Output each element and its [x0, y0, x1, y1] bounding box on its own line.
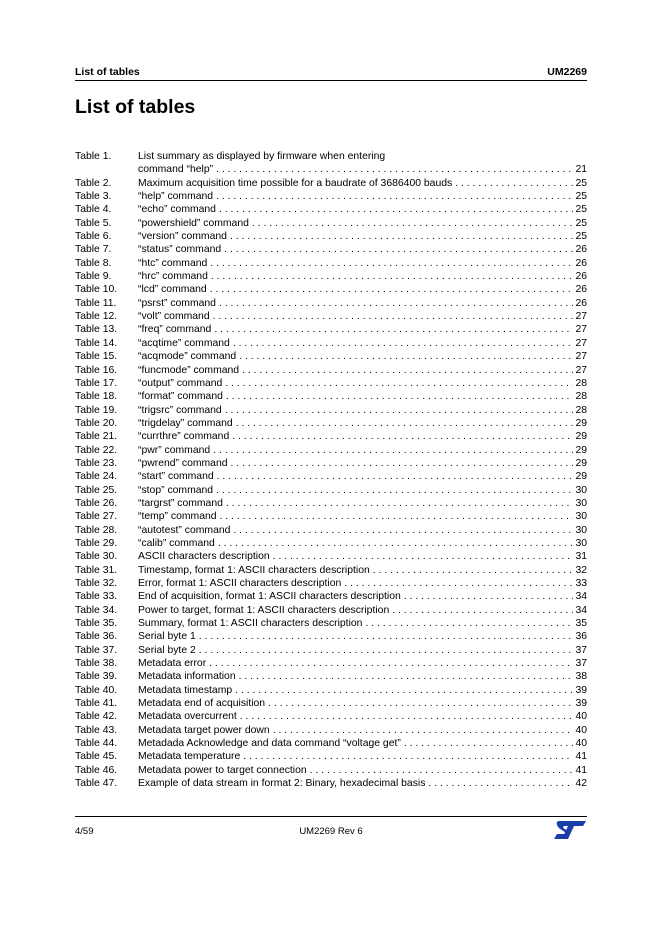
- page-number: 4/59: [75, 826, 94, 837]
- dot-leader: [236, 417, 574, 430]
- table-number: Table 30.: [75, 551, 118, 563]
- dot-leader: [226, 390, 574, 403]
- table-caption: Metadata overcurrent: [138, 710, 240, 723]
- dot-leader: [210, 283, 574, 296]
- table-caption: “funcmode” command: [138, 364, 242, 377]
- footer-rule: [75, 816, 587, 817]
- table-caption: “format” command: [138, 390, 226, 403]
- table-caption: “targrst” command: [138, 497, 226, 510]
- table-page-number: 27: [575, 337, 587, 349]
- table-number: Table 31.: [75, 564, 118, 576]
- table-caption: “trigdelay” command: [138, 417, 236, 430]
- table-page-number: 26: [575, 284, 587, 296]
- table-number: Table 24.: [75, 471, 118, 483]
- table-entry[interactable]: [75, 644, 587, 657]
- dot-leader: [428, 777, 573, 790]
- table-entry[interactable]: [75, 537, 587, 550]
- table-page-number: 26: [575, 244, 587, 256]
- table-caption: Metadada Acknowledge and data command “voltage get”: [138, 737, 404, 750]
- table-caption: “volt” command: [138, 310, 213, 323]
- dot-leader: [231, 457, 574, 470]
- table-number: Table 5.: [75, 217, 112, 229]
- table-entry[interactable]: [75, 577, 587, 590]
- dot-leader: [404, 590, 574, 603]
- table-caption: Serial byte 1: [138, 630, 199, 643]
- table-caption: “freq” command: [138, 323, 214, 336]
- table-caption: “acqtime” command: [138, 337, 233, 350]
- dot-leader: [240, 710, 574, 723]
- table-number: Table 4.: [75, 204, 112, 216]
- table-entry[interactable]: [75, 710, 587, 723]
- table-entry[interactable]: [75, 377, 587, 390]
- dot-leader: [199, 644, 574, 657]
- table-page-number: 28: [575, 404, 587, 416]
- table-page-number: 25: [575, 177, 587, 189]
- dot-leader: [216, 163, 573, 176]
- table-caption: Metadata information: [138, 670, 239, 683]
- table-page-number: 34: [575, 604, 587, 616]
- table-number: Table 28.: [75, 524, 118, 536]
- table-caption: “start” command: [138, 470, 217, 483]
- table-caption: “version” command: [138, 230, 230, 243]
- dot-leader: [365, 617, 573, 630]
- table-number: Table 44.: [75, 738, 118, 750]
- dot-leader: [209, 657, 573, 670]
- table-number: Table 35.: [75, 618, 118, 630]
- table-number: Table 9.: [75, 271, 112, 283]
- dot-leader: [252, 217, 574, 230]
- table-caption: “calib” command: [138, 537, 218, 550]
- table-entry[interactable]: [75, 630, 587, 643]
- table-number: Table 1.: [75, 151, 112, 162]
- table-number: Table 21.: [75, 431, 118, 443]
- table-entry[interactable]: [75, 444, 587, 457]
- table-entry[interactable]: [75, 497, 587, 510]
- table-caption: “help” command: [138, 190, 216, 203]
- table-caption: Summary, format 1: ASCII characters description: [138, 617, 365, 630]
- page-title: List of tables: [75, 96, 196, 118]
- dot-leader: [233, 337, 574, 350]
- table-number: Table 17.: [75, 377, 118, 389]
- table-number: Table 45.: [75, 751, 118, 763]
- table-entry[interactable]: [75, 310, 587, 323]
- table-number: Table 2.: [75, 177, 112, 189]
- table-page-number: 30: [575, 484, 587, 496]
- table-page-number: 25: [575, 217, 587, 229]
- table-caption: Metadata power to target connection: [138, 764, 310, 777]
- table-entry[interactable]: [75, 283, 587, 296]
- header-doc-id: UM2269: [547, 66, 587, 78]
- table-caption: Error, format 1: ASCII characters description: [138, 577, 344, 590]
- dot-leader: [214, 323, 573, 336]
- dot-leader: [211, 270, 574, 283]
- table-page-number: 31: [575, 551, 587, 563]
- table-caption: “stop” command: [138, 484, 216, 497]
- table-number: Table 11.: [75, 297, 117, 309]
- table-entry[interactable]: [75, 230, 587, 243]
- table-entry[interactable]: [75, 524, 587, 537]
- table-number: Table 43.: [75, 724, 118, 736]
- table-number: Table 12.: [75, 311, 118, 323]
- table-page-number: 34: [575, 591, 587, 603]
- table-entry-continuation[interactable]: [75, 163, 587, 176]
- dot-leader: [310, 764, 574, 777]
- table-caption: “echo” command: [138, 203, 219, 216]
- dot-leader: [232, 430, 573, 443]
- dot-leader: [243, 750, 573, 763]
- table-number: Table 7.: [75, 244, 112, 256]
- table-page-number: 40: [575, 724, 587, 736]
- dot-leader: [220, 510, 574, 523]
- dot-leader: [199, 630, 574, 643]
- table-page-number: 27: [575, 351, 587, 363]
- dot-leader: [219, 297, 573, 310]
- table-number: Table 33.: [75, 591, 118, 603]
- dot-leader: [239, 350, 573, 363]
- table-entry[interactable]: [75, 724, 587, 737]
- st-logo-icon: [553, 820, 587, 840]
- table-page-number: 25: [575, 231, 587, 243]
- table-entry[interactable]: [75, 430, 587, 443]
- dot-leader: [344, 577, 573, 590]
- table-page-number: 21: [575, 164, 587, 176]
- table-caption: Metadata error: [138, 657, 209, 670]
- table-number: Table 14.: [75, 337, 118, 349]
- table-caption: Example of data stream in format 2: Binary, hexadecimal basis: [138, 777, 428, 790]
- table-page-number: 28: [575, 377, 587, 389]
- dot-leader: [235, 684, 573, 697]
- table-page-number: 27: [575, 324, 587, 336]
- table-caption: Timestamp, format 1: ASCII characters description: [138, 564, 373, 577]
- table-entry[interactable]: [75, 417, 587, 430]
- table-page-number: 39: [575, 684, 587, 696]
- table-page-number: 29: [575, 431, 587, 443]
- table-caption: “autotest” command: [138, 524, 233, 537]
- table-page-number: 33: [575, 578, 587, 589]
- table-entry[interactable]: [75, 337, 587, 350]
- table-page-number: 39: [575, 698, 587, 710]
- table-caption: Power to target, format 1: ASCII characters description: [138, 604, 392, 617]
- table-page-number: 29: [575, 417, 587, 429]
- table-page-number: 29: [575, 471, 587, 483]
- table-number: Table 19.: [75, 404, 118, 416]
- header-rule: [75, 80, 587, 81]
- table-caption: End of acquisition, format 1: ASCII characters description: [138, 590, 404, 603]
- table-caption: “htc” command: [138, 257, 210, 270]
- table-page-number: 38: [575, 671, 587, 683]
- table-entry[interactable]: [75, 457, 587, 470]
- table-entry[interactable]: [75, 350, 587, 363]
- table-number: Table 23.: [75, 457, 118, 469]
- table-page-number: 41: [575, 764, 587, 776]
- table-caption: Metadata timestamp: [138, 684, 235, 697]
- table-entry[interactable]: [75, 323, 587, 336]
- dot-leader: [273, 724, 574, 737]
- list-of-tables: [75, 150, 587, 791]
- table-number: Table 10.: [75, 284, 118, 296]
- table-caption: Metadata end of acquisition: [138, 697, 268, 710]
- table-caption: ASCII characters description: [138, 550, 273, 563]
- table-number: Table 32.: [75, 578, 118, 589]
- table-entry[interactable]: [75, 257, 587, 270]
- table-entry[interactable]: [75, 364, 587, 377]
- table-caption: “psrst” command: [138, 297, 219, 310]
- table-page-number: 40: [575, 738, 587, 750]
- table-number: Table 47.: [75, 778, 118, 790]
- dot-leader: [242, 364, 573, 377]
- table-entry[interactable]: [75, 684, 587, 697]
- table-number: Table 41.: [75, 698, 118, 710]
- table-page-number: 29: [575, 444, 587, 456]
- table-page-number: 37: [575, 658, 587, 670]
- table-entry[interactable]: [75, 764, 587, 777]
- page-header: [75, 66, 587, 80]
- dot-leader: [216, 190, 573, 203]
- dot-leader: [210, 257, 573, 270]
- table-number: Table 29.: [75, 537, 118, 549]
- table-caption-continued: command “help”: [138, 163, 216, 176]
- table-number: Table 13.: [75, 324, 118, 336]
- dot-leader: [217, 470, 574, 483]
- table-page-number: 41: [575, 751, 587, 763]
- dot-leader: [224, 243, 573, 256]
- table-number: Table 25.: [75, 484, 118, 496]
- table-entry[interactable]: [75, 657, 587, 670]
- table-entry[interactable]: [75, 550, 587, 563]
- table-caption: “lcd” command: [138, 283, 210, 296]
- table-entry[interactable]: [75, 270, 587, 283]
- dot-leader: [218, 537, 574, 550]
- table-caption: “trigsrc” command: [138, 404, 225, 417]
- table-entry[interactable]: [75, 390, 587, 403]
- table-caption: “temp” command: [138, 510, 220, 523]
- dot-leader: [392, 604, 573, 617]
- table-page-number: 25: [575, 191, 587, 203]
- table-number: Table 46.: [75, 764, 118, 776]
- table-page-number: 40: [575, 711, 587, 723]
- table-caption: “output” command: [138, 377, 225, 390]
- dot-leader: [233, 524, 573, 537]
- table-entry[interactable]: [75, 590, 587, 603]
- table-page-number: 42: [575, 778, 587, 790]
- header-section-title: List of tables: [75, 66, 140, 78]
- table-page-number: 29: [575, 457, 587, 469]
- table-number: Table 40.: [75, 684, 118, 696]
- table-number: Table 3.: [75, 191, 112, 203]
- table-page-number: 35: [575, 618, 587, 630]
- dot-leader: [239, 670, 574, 683]
- dot-leader: [373, 564, 574, 577]
- dot-leader: [455, 177, 573, 190]
- table-number: Table 27.: [75, 511, 118, 523]
- dot-leader: [225, 404, 574, 417]
- dot-leader: [404, 737, 574, 750]
- table-caption: List summary as displayed by firmware when entering: [138, 151, 388, 162]
- table-number: Table 39.: [75, 671, 118, 683]
- table-page-number: 26: [575, 297, 587, 309]
- dot-leader: [216, 484, 573, 497]
- table-caption: “pwrend” command: [138, 457, 231, 470]
- table-number: Table 18.: [75, 391, 118, 403]
- table-page-number: 30: [575, 511, 587, 523]
- table-entry[interactable]: [75, 510, 587, 523]
- table-number: Table 20.: [75, 417, 118, 429]
- table-entry[interactable]: [75, 750, 587, 763]
- table-number: Table 6.: [75, 231, 112, 243]
- table-page-number: 30: [575, 497, 587, 509]
- table-caption: “pwr” command: [138, 444, 213, 457]
- table-caption: Metadata target power down: [138, 724, 273, 737]
- table-number: Table 37.: [75, 644, 118, 656]
- table-caption: Serial byte 2: [138, 644, 199, 657]
- table-number: Table 16.: [75, 364, 118, 376]
- table-entry[interactable]: [75, 617, 587, 630]
- table-page-number: 25: [575, 204, 587, 216]
- table-entry[interactable]: [75, 737, 587, 750]
- table-entry[interactable]: [75, 564, 587, 577]
- table-entry[interactable]: [75, 484, 587, 497]
- table-page-number: 30: [575, 524, 587, 536]
- table-page-number: 30: [575, 537, 587, 549]
- dot-leader: [213, 310, 574, 323]
- table-caption: “status” command: [138, 243, 224, 256]
- footer-doc-revision: UM2269 Rev 6: [299, 826, 363, 837]
- dot-leader: [213, 444, 573, 457]
- table-caption: “powershield” command: [138, 217, 252, 230]
- table-entry[interactable]: [75, 203, 587, 216]
- table-caption: Maximum acquisition time possible for a baudrate of 3686400 bauds: [138, 177, 455, 190]
- table-page-number: 26: [575, 271, 587, 283]
- table-entry[interactable]: [75, 404, 587, 417]
- table-entry[interactable]: [75, 604, 587, 617]
- table-page-number: 28: [575, 391, 587, 403]
- table-entry[interactable]: [75, 777, 587, 790]
- dot-leader: [273, 550, 574, 563]
- table-number: Table 42.: [75, 711, 118, 723]
- table-caption: “hrc” command: [138, 270, 211, 283]
- dot-leader: [225, 377, 573, 390]
- table-entry[interactable]: [75, 697, 587, 710]
- dot-leader: [268, 697, 573, 710]
- dot-leader: [230, 230, 574, 243]
- table-number: Table 26.: [75, 497, 118, 509]
- table-entry[interactable]: [75, 243, 587, 256]
- table-number: Table 34.: [75, 604, 118, 616]
- table-caption: “currthre” command: [138, 430, 232, 443]
- table-entry[interactable]: [75, 217, 587, 230]
- dot-leader: [226, 497, 574, 510]
- table-page-number: 26: [575, 257, 587, 269]
- dot-leader: [219, 203, 573, 216]
- table-caption: Metadata temperature: [138, 750, 243, 763]
- table-caption: “acqmode” command: [138, 350, 239, 363]
- table-number: Table 8.: [75, 257, 112, 269]
- table-number: Table 22.: [75, 444, 118, 456]
- table-entry[interactable]: [75, 297, 587, 310]
- table-number: Table 15.: [75, 351, 118, 363]
- table-page-number: 37: [575, 644, 587, 656]
- table-page-number: 27: [575, 311, 587, 323]
- table-page-number: 36: [575, 631, 587, 643]
- table-entry[interactable]: [75, 670, 587, 683]
- table-entry[interactable]: [75, 190, 587, 203]
- table-number: Table 36.: [75, 631, 118, 643]
- table-entry[interactable]: [75, 177, 587, 190]
- table-number: Table 38.: [75, 658, 118, 670]
- table-page-number: 32: [575, 564, 587, 576]
- table-entry[interactable]: [75, 150, 587, 163]
- table-entry[interactable]: [75, 470, 587, 483]
- table-page-number: 27: [575, 364, 587, 376]
